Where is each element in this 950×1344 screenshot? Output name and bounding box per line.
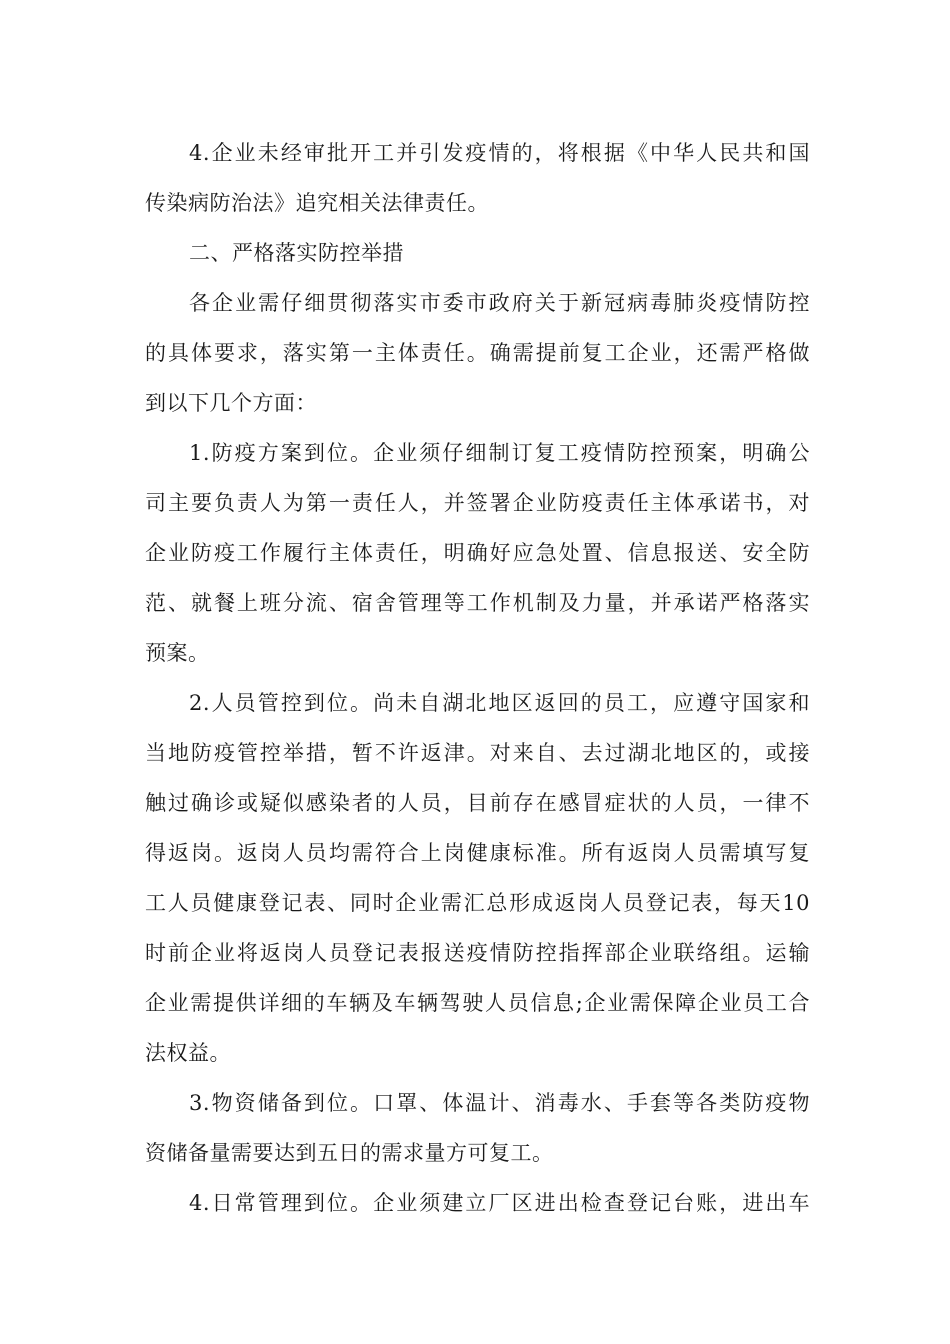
paragraph-line: 到以下几个方面： [145,391,317,415]
paragraph-line: 当地防疫管控举措，暂不许返津。对来自、去过湖北地区的，或接 [145,741,810,765]
paragraph-line: 企业需提供详细的车辆及车辆驾驶人员信息;企业需保障企业员工合 [145,991,810,1015]
paragraph-line: 预案。 [145,641,210,665]
paragraph-line: 2.人员管控到位。尚未自湖北地区返回的员工，应遵守国家和 [189,691,810,715]
paragraph-line: 触过确诊或疑似感染者的人员，目前存在感冒症状的人员，一律不 [145,791,810,815]
paragraph-line: 工人员健康登记表、同时企业需汇总形成返岗人员登记表，每天10 [145,891,810,915]
paragraph-line: 的具体要求，落实第一主体责任。确需提前复工企业，还需严格做 [145,341,810,365]
paragraph-legal-liability [145,128,810,228]
paragraph-intro [145,278,810,428]
paragraph-line: 3.物资储备到位。口罩、体温计、消毒水、手套等各类防疫物 [189,1091,810,1115]
paragraph-plan [145,428,810,678]
paragraph-line: 企业防疫工作履行主体责任，明确好应急处置、信息报送、安全防 [145,541,810,565]
paragraph-line: 各企业需仔细贯彻落实市委市政府关于新冠病毒肺炎疫情防控 [189,291,810,315]
section-heading [145,228,810,278]
paragraph-line: 得返岗。返岗人员均需符合上岗健康标准。所有返岗人员需填写复 [145,841,810,865]
paragraph-line: 传染病防治法》追究相关法律责任。 [145,191,489,215]
paragraph-line: 时前企业将返岗人员登记表报送疫情防控指挥部企业联络组。运输 [145,941,810,965]
paragraph-line: 4.日常管理到位。企业须建立厂区进出检查登记台账，进出车 [189,1191,810,1215]
paragraph-line: 1.防疫方案到位。企业须仔细制订复工疫情防控预案，明确公 [189,441,810,465]
paragraph-line: 司主要负责人为第一责任人，并签署企业防疫责任主体承诺书，对 [145,491,810,515]
paragraph-line: 4.企业未经审批开工并引发疫情的，将根据《中华人民共和国 [189,141,810,165]
paragraph-line: 范、就餐上班分流、宿舍管理等工作机制及力量，并承诺严格落实 [145,591,810,615]
document-body [145,128,810,1228]
paragraph-personnel [145,678,810,1078]
paragraph-line: 法权益。 [145,1041,231,1065]
paragraph-line: 资储备量需要达到五日的需求量方可复工。 [145,1141,554,1165]
paragraph-daily-management [145,1178,810,1228]
section-heading-text: 二、严格落实防控举措 [189,241,404,265]
paragraph-supplies [145,1078,810,1178]
